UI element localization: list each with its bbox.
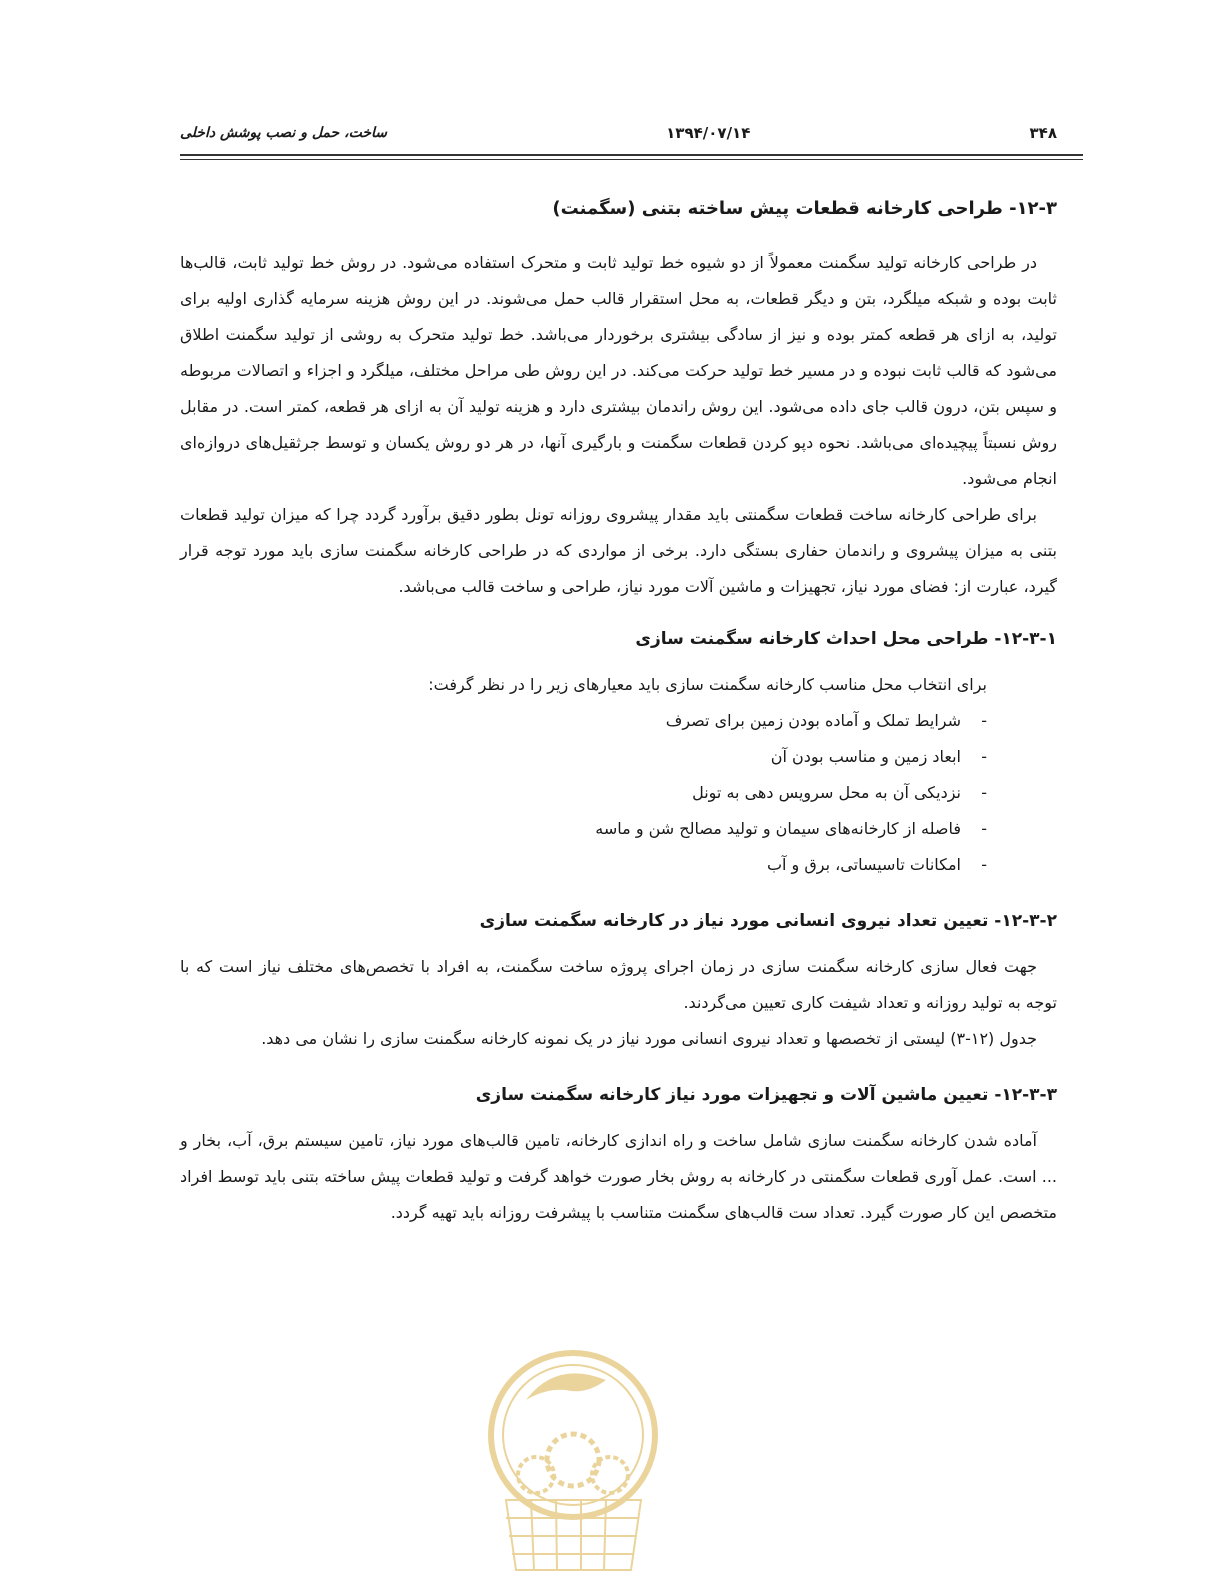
subsection-3-paragraph-1: آماده شدن کارخانه سگمنت سازی شامل ساخت و راه اندازی کارخانه، تامین قالب‌های مورد نیاز، تامین سیستم برق، آب، بخار و ... است. عمل آوری قطعات سگمنتی در کارخانه به روش بخار صورت خواهد گرفت و تولید قطعات پیش ساخته بتنی باید توسط افراد متخصص این کار صورت گیرد. تعداد ست قالب‌های سگمنت متناسب با پیشرفت روزانه باید تهیه گردد. — [180, 1131, 1057, 1222]
header-date: ۱۳۹۴/۰۷/۱۴ — [666, 124, 751, 142]
subsection-2-heading: ۱۲-۳-۲- تعیین تعداد نیروی انسانی مورد نیاز در کارخانه سگمنت سازی — [479, 911, 1057, 931]
list-item: - فاصله از کارخانه‌های سیمان و تولید مصالح شن و ماسه — [180, 811, 987, 847]
subsection-1-heading: ۱۲-۳-۱- طراحی محل احداث کارخانه سگمنت سازی — [635, 629, 1057, 649]
header-rule-top — [180, 154, 1083, 156]
subsection-1-intro: برای انتخاب محل مناسب کارخانه سگمنت سازی باید معیارهای زیر را در نظر گرفت: — [428, 675, 987, 694]
list-item: - ابعاد زمین و مناسب بودن آن — [180, 739, 987, 775]
section-paragraph-2: برای طراحی کارخانه ساخت قطعات سگمنتی باید مقدار پیشروی روزانه تونل بطور دقیق برآورد گردد چرا که میزان تولید قطعات بتنی به میزان پیشروی و راندمان حفاری بستگی دارد. برخی از مواردی که در طراحی کارخانه سگمنت سازی باید مورد توجه قرار گیرد، عبارت از: فضای مورد نیاز، تجهیزات و ماشین آلات مورد نیاز، طراحی و ساخت قالب می‌باشد. — [180, 505, 1057, 596]
page-header — [180, 118, 1057, 148]
seal-watermark-icon — [486, 1340, 661, 1584]
chapter-title: ساخت، حمل و نصب پوشش داخلی — [180, 125, 387, 141]
criteria-list — [180, 703, 1057, 883]
section-heading: ۱۲-۳- طراحی کارخانه قطعات پیش ساخته بتنی (سگمنت) — [552, 198, 1057, 219]
list-item: - شرایط تملک و آماده بودن زمین برای تصرف — [180, 703, 987, 739]
subsection-2-paragraph-2: جدول (۱۲-۳) لیستی از تخصصها و تعداد نیروی انسانی مورد نیاز در یک نمونه کارخانه سگمنت سازی را نشان می دهد. — [261, 1029, 1037, 1048]
list-item: - نزدیکی آن به محل سرویس دهی به تونل — [180, 775, 987, 811]
header-rule-bottom — [180, 159, 1083, 160]
page-number: ۳۴۸ — [1029, 124, 1057, 142]
section-paragraph-1: در طراحی کارخانه تولید سگمنت معمولاً از دو شیوه خط تولید ثابت و متحرک استفاده می‌شود. در روش خط تولید ثابت، قالب‌ها ثابت بوده و شبکه میلگرد، بتن و دیگر قطعات، به محل استقرار قالب حمل می‌شوند. در این روش هزینه سرمایه گذاری اولیه برای تولید، به ازای هر قطعه کمتر بوده و نیز از سادگی بیشتری برخوردار می‌باشد. خط تولید متحرک به روشی از تولید سگمنت اطلاق می‌شود که قالب ثابت نبوده و در مسیر خط تولید حرکت می‌کند. در این روش طی مراحل مختلف، میلگرد و اجزاء و اتصالات مربوطه و سپس بتن، درون قالب جای داده می‌شود. این روش راندمان بیشتری دارد و هزینه تولید آن به ازای هر قطعه، کمتر است. در مقابل روش نسبتاً پیچیده‌ای می‌باشد. نحوه دپو کردن قطعات سگمنت و بارگیری آنها، در هر دو روش یکسان و توسط جرثقیل‌های دروازه‌ای انجام می‌شود. — [180, 253, 1057, 488]
list-item: - امکانات تاسیساتی، برق و آب — [180, 847, 987, 883]
page-content — [180, 195, 1057, 1231]
subsection-3-heading: ۱۲-۳-۳- تعیین ماشین آلات و تجهیزات مورد نیاز کارخانه سگمنت سازی — [475, 1085, 1057, 1105]
subsection-2-paragraph-1: جهت فعال سازی کارخانه سگمنت سازی در زمان اجرای پروژه ساخت سگمنت، به افراد با تخصص‌های مختلف نیاز است که با توجه به تولید روزانه و تعداد شیفت کاری تعیین می‌گردند. — [180, 957, 1057, 1012]
